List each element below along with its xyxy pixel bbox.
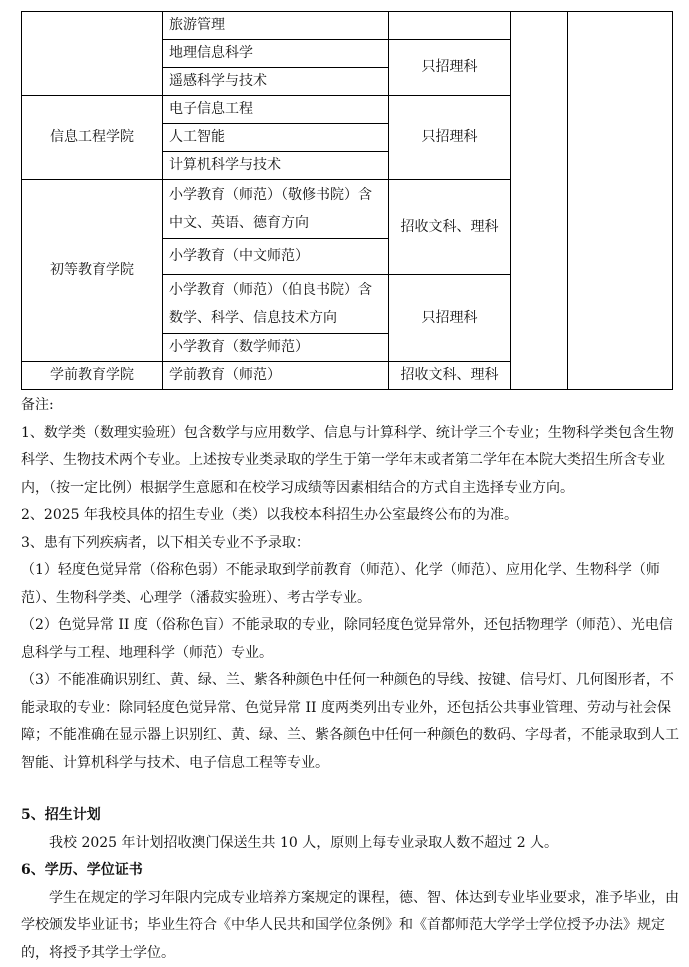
- requirement-cell: 只招理科: [389, 40, 511, 96]
- section-heading: 6、学历、学位证书: [21, 857, 681, 885]
- major-cell: 遥感科学与技术: [163, 68, 389, 96]
- major-cell: 小学教育（数学师范）: [163, 334, 389, 362]
- major-cell: 学前教育（师范）: [163, 362, 389, 390]
- major-cell: 计算机科学与技术: [163, 152, 389, 180]
- section-body: 学生在规定的学习年限内完成专业培养方案规定的课程，德、智、体达到专业毕业要求，准予毕业，由学校颁发毕业证书；毕业生符合《中华人民共和国学位条例》和《首都师范大学学士学位授予办法》规定的，将授予其学士学位。: [21, 885, 681, 967]
- section-certificates: [21, 857, 681, 967]
- note-item: 2、2025 年我校具体的招生专业（类）以我校本科招生办公室最终公布的为准。: [21, 502, 681, 530]
- notes-section: [21, 392, 681, 777]
- major-cell: 小学教育（师范）（伯良书院）含数学、科学、信息技术方向: [163, 275, 389, 334]
- section-body: 我校 2025 年计划招收澳门保送生共 10 人，原则上每专业录取人数不超过 2 人。: [21, 830, 681, 858]
- major-cell: 小学教育（中文师范）: [163, 239, 389, 275]
- note-item: 3、患有下列疾病者，以下相关专业不予录取：: [21, 530, 681, 558]
- requirement-cell: 只招理科: [389, 275, 511, 362]
- college-cell: 学前教育学院: [22, 362, 163, 390]
- college-cell: 信息工程学院: [22, 96, 163, 180]
- college-cell: [22, 12, 163, 96]
- admissions-table: [21, 11, 673, 390]
- table-row: [22, 12, 673, 40]
- requirement-cell: 招收文科、理科: [389, 180, 511, 275]
- note-item: 1、数学类（数理实验班）包含数学与应用数学、信息与计算科学、统计学三个专业；生物科学类包含生物科学、生物技术两个专业。上述按专业类录取的学生于第一学年末或者第二学年在本院大类招生所含专业内，（按一定比例）根据学生意愿和在校学习成绩等因素相结合的方式自主选择专业方向。: [21, 420, 681, 503]
- section-heading: 5、招生计划: [21, 802, 681, 830]
- note-item: （3）不能准确识别红、黄、绿、兰、紫各种颜色中任何一种颜色的导线、按键、信号灯、几何图形者，不能录取的专业：除同轻度色觉异常、色觉异常 II 度两类列出专业外，还包括公共事业管理、劳动与社会保障；不能准确在显示器上识别红、黄、绿、兰、紫各颜色中任何一种颜色的数码、字母者，不能录取到人工智能、计算机科学与技术、电子信息工程等专业。: [21, 667, 681, 777]
- notes-heading: 备注:: [21, 392, 681, 420]
- requirement-cell: [389, 12, 511, 40]
- requirement-cell: 只招理科: [389, 96, 511, 180]
- college-cell: 初等教育学院: [22, 180, 163, 362]
- major-cell: 旅游管理: [163, 12, 389, 40]
- empty-column-cell: [568, 12, 673, 390]
- note-item: （1）轻度色觉异常（俗称色弱）不能录取到学前教育（师范）、化学（师范）、应用化学、生物科学（师范）、生物科学类、心理学（潘菽实验班）、考古学专业。: [21, 557, 681, 612]
- major-cell: 小学教育（师范）（敬修书院）含中文、英语、德育方向: [163, 180, 389, 239]
- major-cell: 人工智能: [163, 124, 389, 152]
- requirement-cell: 招收文科、理科: [389, 362, 511, 390]
- major-cell: 地理信息科学: [163, 40, 389, 68]
- note-item: （2）色觉异常 II 度（俗称色盲）不能录取的专业，除同轻度色觉异常外，还包括物理学（师范）、光电信息科学与工程、地理科学（师范）专业。: [21, 612, 681, 667]
- major-cell: 电子信息工程: [163, 96, 389, 124]
- empty-column-cell: [511, 12, 568, 390]
- section-enrollment-plan: [21, 802, 681, 857]
